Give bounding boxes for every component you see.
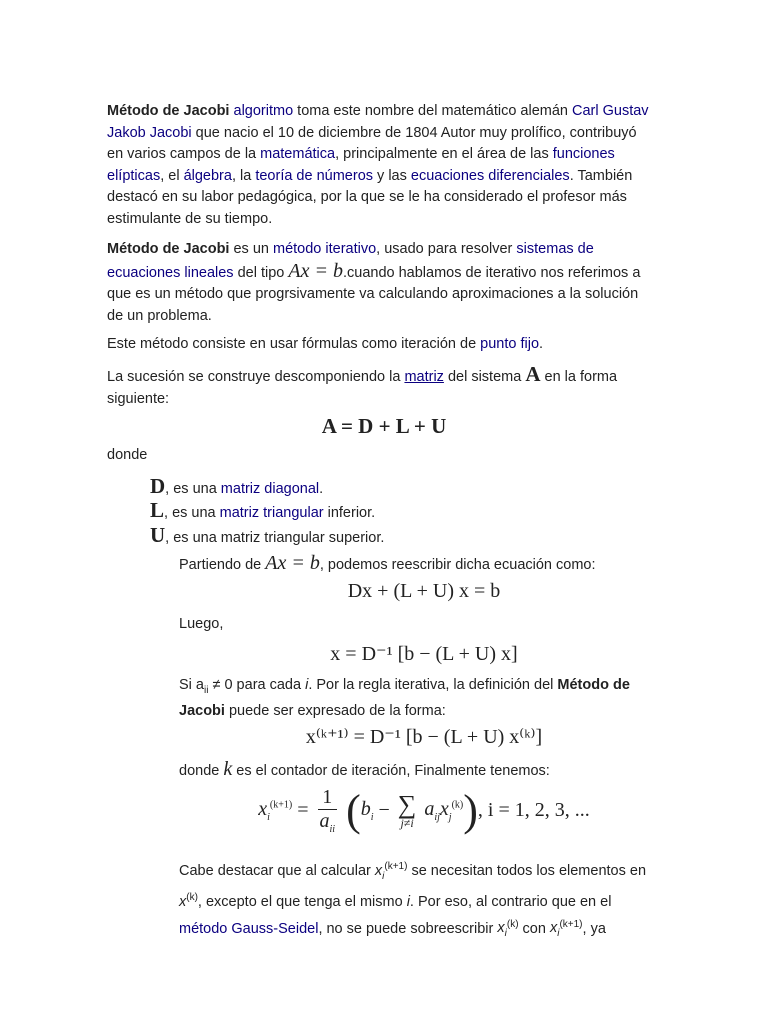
link-sistemas-de-ecuaciones-lineales[interactable]: sistemas de ecuaciones lineales (107, 241, 594, 281)
decomposition-paragraph (107, 364, 652, 410)
text: , no se puede sobreescribir (318, 920, 498, 937)
italic-i: i (406, 894, 410, 911)
text: . Por eso, al contrario que en el (409, 894, 612, 911)
matrix-symbol-l: L (150, 498, 165, 522)
text: con (518, 920, 550, 937)
text: . También destacó en su labor pedagógica, por la que se le ha considerado el profesor más estimulante de su tiempo. (107, 167, 633, 227)
text: . (319, 481, 324, 497)
jacobi-bold-title: Método de Jacobi (107, 103, 230, 119)
list-item-l (150, 499, 375, 524)
equation-decomposition: A = D + L + U (321, 414, 447, 438)
link-ecuaciones-diferenciales[interactable]: ecuaciones diferenciales (410, 167, 570, 184)
equation-iteration-matrix: x⁽ᵏ⁺¹⁾ = D⁻¹ [b − (L + U) x⁽ᵏ⁾] (305, 726, 543, 748)
text: . Por la regla iterativa, la definición del (308, 677, 558, 693)
text: , usado para resolver (376, 241, 517, 257)
text: , principalmente en el área de las (335, 146, 553, 162)
link-algebra[interactable]: álgebra (183, 167, 232, 184)
link-matematica[interactable]: matemática (260, 146, 336, 162)
text: es un (229, 241, 273, 257)
equation-componentwise: $x_i^{(k+1)}$ = $\frac{1}{a_{ii}}$ ($b_i$ − ∑ j≠i $a_{ij}x_j^{(k)}$), i = 1, 2, 3, ... (258, 786, 590, 835)
text: inferior. (323, 505, 376, 521)
donde-label: donde (107, 447, 148, 463)
text: y las (373, 167, 411, 184)
partiendo-paragraph (179, 553, 659, 577)
fraction: $\frac{1}{a_{ii}}$ (319, 786, 336, 835)
subscript-ii: ii (204, 684, 209, 696)
inline-math-ax-b: Ax = b (265, 552, 320, 574)
text: donde (179, 763, 224, 779)
link-matriz-diagonal[interactable]: matriz diagonal (220, 481, 320, 497)
summation-icon: ∑ j≠i (397, 789, 417, 830)
text: del sistema (443, 369, 526, 385)
matrix-symbol-d: D (150, 474, 166, 498)
text: en la forma siguiente: (107, 369, 618, 407)
link-punto-fijo[interactable]: punto fijo (480, 336, 540, 352)
link-teoria-de-numeros[interactable]: teoría de números (255, 167, 374, 184)
text: Este método consiste en usar fórmulas como iteración de (107, 336, 481, 352)
text: , es una (165, 481, 221, 497)
text: , es una (164, 505, 220, 521)
text: que nacio el 10 de diciembre de 1804 Autor muy prolífico, contribuyó en varios campos de la (107, 124, 637, 162)
text: toma este nombre del matemático alemán (293, 103, 572, 119)
matrix-symbol-u: U (150, 523, 166, 547)
text: . (539, 336, 544, 352)
iterative-rule-paragraph (179, 675, 659, 723)
text: , es una matriz triangular superior. (165, 530, 385, 546)
text: se necesitan todos los elementos en (407, 862, 647, 879)
intro-paragraph (107, 101, 652, 230)
definition-paragraph (107, 239, 652, 327)
link-funciones-elipticas[interactable]: funciones elípticas (107, 146, 615, 184)
text: es el contador de iteración, Finalmente tenemos: (232, 763, 550, 779)
inline-math-a: A (525, 362, 541, 386)
link-matriz[interactable]: matriz (404, 369, 444, 385)
text: , podemos reescribir dicha ecuación como: (319, 557, 596, 573)
link-metodo-iterativo[interactable]: método iterativo (273, 241, 377, 257)
text: Cabe destacar que al calcular (179, 862, 375, 879)
text: puede ser expresado de la forma: (224, 703, 446, 720)
text: Partiendo de (179, 557, 266, 573)
text: , el (160, 167, 184, 184)
link-algoritmo[interactable]: algoritmo (233, 103, 294, 119)
link-carl-gustav-jakob-jacobi[interactable]: Carl Gustav Jakob Jacobi (107, 103, 649, 141)
text: La sucesión se construye descomponiendo la (107, 369, 405, 385)
inline-math-ax-b: Ax = b (288, 259, 343, 282)
text: , excepto el que tenga el mismo (197, 894, 407, 911)
text: Si a (179, 677, 204, 693)
italic-i: i (305, 677, 309, 693)
link-matriz-triangular[interactable]: matriz triangular (219, 505, 324, 521)
link-metodo-gauss-seidel[interactable]: método Gauss-Seidel (179, 920, 319, 937)
luego-label: Luego, (179, 616, 224, 632)
text: .cuando hablamos de iterativo nos referimos a que es un método que progrsivamente va calculando aproximaciones a la solución de un problema. (107, 264, 641, 324)
text: ≠ 0 para cada (208, 677, 306, 693)
equation-rewritten: Dx + (L + U) x = b (347, 580, 501, 602)
jacobi-bold-title: Método de Jacobi (107, 241, 230, 257)
equation-x-solution: x = D⁻¹ [b − (L + U) x] (330, 643, 518, 665)
list-item-u (150, 524, 384, 549)
fixed-point-paragraph (107, 334, 652, 356)
text: del tipo (233, 264, 289, 281)
jacobi-bold-inline: Método de Jacobi (179, 677, 630, 720)
index-range: , i = 1, 2, 3, ... (477, 799, 590, 821)
list-item-d (150, 475, 323, 500)
text: , ya (582, 920, 606, 937)
text: , la (231, 167, 256, 184)
gauss-seidel-paragraph: Cabe destacar que al calcular $x_i^{(k+1)}$ se necesitan todos los elementos en $x^{(k)}$, excepto el que tenga el mismo i. Por eso, al contrario que en el método Gauss-Seidel, no se puede sobreescribir $x_i^{(k)}$ con $x_i^{(k+1)}$, ya (179, 861, 647, 940)
inline-math-k: k (223, 758, 233, 780)
contador-paragraph (179, 759, 659, 783)
